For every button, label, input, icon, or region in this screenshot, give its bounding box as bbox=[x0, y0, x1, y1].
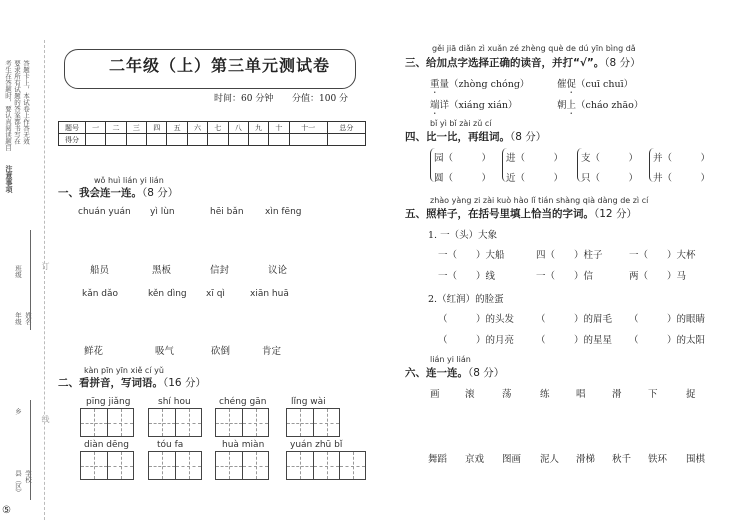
note-line-2: 要求所有试题的答案都书写在 bbox=[13, 60, 21, 145]
q2-word-pinyin: pīng jiǎng bbox=[86, 397, 131, 407]
q5-blank[interactable]: （ ）的星星 bbox=[536, 335, 613, 346]
q5-example: 1. 一（头）大象 bbox=[428, 230, 498, 241]
q6-verb[interactable]: 滚 bbox=[465, 389, 475, 400]
score-cell[interactable] bbox=[126, 134, 146, 146]
q1-title-text: 一、我会连一连。 bbox=[58, 187, 142, 199]
q6-verb[interactable]: 下 bbox=[648, 389, 658, 400]
score-cell[interactable] bbox=[248, 134, 268, 146]
county-label: 县（区） bbox=[14, 470, 22, 496]
score-table-header bbox=[59, 122, 366, 134]
q6-verb[interactable]: 荡 bbox=[502, 389, 512, 400]
writing-grid[interactable] bbox=[80, 451, 134, 480]
q5-title-text: 五、照样子，在括号里填上恰当的字词。 bbox=[405, 208, 594, 220]
dotted-char: 上 bbox=[566, 100, 577, 111]
score-cell[interactable] bbox=[167, 134, 187, 146]
q2-title-text: 二、看拼音，写词语。 bbox=[58, 377, 163, 389]
q1-pinyin-item[interactable]: yì lùn bbox=[150, 207, 175, 217]
q4-item[interactable]: 并（ ） bbox=[653, 153, 711, 164]
q5-blank[interactable]: 四（ ）柱子 bbox=[536, 250, 603, 261]
time-label: 时间：60 分钟 bbox=[214, 94, 274, 104]
info-underline-2 bbox=[30, 400, 31, 500]
q5-blank[interactable]: 一（ ）大船 bbox=[438, 250, 505, 261]
q5-blank[interactable]: 一（ ）信 bbox=[536, 271, 594, 282]
seal-xian: 线 bbox=[41, 415, 50, 423]
table-cell: 十 bbox=[269, 122, 289, 134]
score-cell[interactable] bbox=[289, 134, 327, 146]
q1-pinyin-item[interactable]: xiān huā bbox=[250, 289, 289, 299]
q2-score: （16 分） bbox=[163, 377, 206, 389]
table-cell: 十一 bbox=[289, 122, 327, 134]
q3-item[interactable] bbox=[430, 97, 517, 117]
q5-blank[interactable]: （ ）的头发 bbox=[438, 314, 515, 325]
q2-word-pinyin: diàn dēng bbox=[84, 440, 129, 450]
q6-noun[interactable]: 京戏 bbox=[465, 454, 485, 465]
q4-item[interactable]: 支（ ） bbox=[581, 153, 639, 164]
writing-grid[interactable] bbox=[148, 451, 202, 480]
q3-score: （8 分） bbox=[604, 57, 641, 69]
q6-verb[interactable]: 画 bbox=[430, 389, 440, 400]
q4-item[interactable]: 圆（ ） bbox=[434, 173, 492, 184]
score-cell[interactable] bbox=[228, 134, 248, 146]
q6-noun[interactable]: 围棋 bbox=[686, 454, 706, 465]
info-underline-1 bbox=[30, 230, 31, 330]
table-cell: 总分 bbox=[327, 122, 365, 134]
score-cell[interactable] bbox=[208, 134, 228, 146]
table-cell: 八 bbox=[228, 122, 248, 134]
q3-item-pre: 催 bbox=[557, 79, 567, 90]
q4-item[interactable]: 近（ ） bbox=[506, 173, 564, 184]
q3-item-text: 详（xiáng xián） bbox=[439, 100, 518, 111]
q6-title bbox=[405, 365, 504, 380]
q2-title bbox=[58, 375, 206, 390]
q2-word-pinyin: yuán zhū bǐ bbox=[290, 440, 343, 450]
q1-word[interactable]: 信封 bbox=[210, 265, 230, 276]
table-cell: 四 bbox=[147, 122, 167, 134]
q3-item[interactable] bbox=[430, 76, 529, 96]
table-cell: 三 bbox=[126, 122, 146, 134]
q2-word-pinyin: huà miàn bbox=[222, 440, 265, 450]
q3-item-text: （cuī chuī） bbox=[576, 79, 634, 90]
q4-item[interactable]: 只（ ） bbox=[581, 173, 639, 184]
q6-noun[interactable]: 图画 bbox=[502, 454, 522, 465]
seal-ding: 订 bbox=[41, 262, 50, 270]
q3-title-text: 三、给加点字选择正确的读音，并打“√”。 bbox=[405, 57, 605, 69]
q1-score: （8 分） bbox=[142, 187, 179, 199]
score-table-row bbox=[59, 134, 366, 146]
q4-title bbox=[405, 129, 546, 144]
q4-title-text: 四、比一比，再组词。 bbox=[405, 131, 510, 143]
q1-pinyin: wǒ huì lián yi lián bbox=[94, 176, 164, 185]
q5-blank[interactable]: 一（ ）线 bbox=[438, 271, 496, 282]
score-cell[interactable] bbox=[269, 134, 289, 146]
score-label: 分值：100 分 bbox=[292, 94, 349, 104]
score-cell[interactable] bbox=[327, 134, 365, 146]
table-cell: 五 bbox=[167, 122, 187, 134]
q1-word[interactable]: 鲜花 bbox=[84, 346, 104, 357]
q6-noun[interactable]: 滑梯 bbox=[576, 454, 596, 465]
q3-item-pre: 朝 bbox=[557, 100, 567, 111]
grade-label: 年级 bbox=[14, 312, 22, 325]
table-cell: 题号 bbox=[59, 122, 86, 134]
q3-title bbox=[405, 55, 641, 70]
school-label: 学校 bbox=[24, 470, 32, 483]
q1-pinyin-item[interactable]: kěn dìng bbox=[148, 289, 187, 299]
q6-noun[interactable]: 舞蹈 bbox=[428, 454, 448, 465]
q1-word[interactable]: 黑板 bbox=[152, 265, 172, 276]
table-cell: 九 bbox=[248, 122, 268, 134]
writing-grid[interactable] bbox=[148, 408, 202, 437]
q1-word[interactable]: 吸气 bbox=[155, 346, 175, 357]
notes-title: 注意事项 bbox=[5, 165, 13, 193]
q1-pinyin-item[interactable]: hēi bǎn bbox=[210, 207, 244, 217]
table-cell: 七 bbox=[208, 122, 228, 134]
q2-pinyin: kàn pīn yīn xiě cí yǔ bbox=[84, 366, 164, 375]
q4-score: （8 分） bbox=[510, 131, 547, 143]
q6-noun[interactable]: 铁环 bbox=[648, 454, 668, 465]
q5-blank[interactable]: （ ）的太阳 bbox=[629, 335, 706, 346]
q2-word-pinyin: shí hou bbox=[158, 397, 191, 407]
table-cell: 一 bbox=[86, 122, 106, 134]
q2-word-pinyin: tóu fa bbox=[157, 440, 184, 450]
q5-score: （12 分） bbox=[594, 208, 637, 220]
q3-pinyin: gěi jiā diǎn zì xuǎn zé zhèng què de dú yīn bìng dǎ bbox=[432, 44, 636, 53]
q1-word[interactable]: 肯定 bbox=[262, 346, 282, 357]
q6-score: （8 分） bbox=[468, 367, 505, 379]
q4-item[interactable]: 园（ ） bbox=[434, 153, 492, 164]
note-line-1: 考生在答题时，要认真阅读题目 bbox=[4, 60, 12, 151]
score-cell[interactable] bbox=[187, 134, 207, 146]
q2-word-pinyin: chéng gān bbox=[219, 397, 267, 407]
q6-pinyin: lián yi lián bbox=[430, 355, 471, 364]
writing-grid[interactable] bbox=[286, 451, 366, 480]
q2-word-pinyin: lǐng wài bbox=[291, 397, 326, 407]
q3-item-text: 量（zhòng chóng） bbox=[439, 79, 530, 90]
class-label: 班级 bbox=[14, 265, 22, 278]
q1-title bbox=[58, 185, 178, 200]
dotted-char: 重 bbox=[430, 79, 440, 90]
q1-pinyin-item[interactable]: chuán yuán bbox=[78, 207, 131, 217]
writing-grid[interactable] bbox=[215, 451, 269, 480]
table-cell: 得分 bbox=[59, 134, 86, 146]
township-label: 乡 bbox=[14, 408, 22, 415]
q1-pinyin-item[interactable]: xī qì bbox=[206, 289, 225, 299]
q6-verb[interactable]: 练 bbox=[540, 389, 550, 400]
q5-blank[interactable]: （ ）的月亮 bbox=[438, 335, 515, 346]
q5-blank[interactable]: 一（ ）大杯 bbox=[629, 250, 696, 261]
dotted-char: 端 bbox=[430, 100, 440, 111]
score-table bbox=[58, 121, 366, 146]
q6-title-text: 六、连一连。 bbox=[405, 367, 468, 379]
q6-noun[interactable]: 泥人 bbox=[540, 454, 560, 465]
q6-noun[interactable]: 秋千 bbox=[612, 454, 632, 465]
dotted-char: 促 bbox=[566, 79, 577, 90]
q4-item[interactable]: 井（ ） bbox=[653, 173, 711, 184]
page-title: 二年级（上）第三单元测试卷 bbox=[103, 53, 336, 76]
q5-title bbox=[405, 206, 637, 221]
q5-blank[interactable]: （ ）的眉毛 bbox=[536, 314, 613, 325]
score-cell[interactable] bbox=[106, 134, 126, 146]
name-label: 姓名 bbox=[24, 312, 32, 325]
q1-word[interactable]: 议论 bbox=[268, 265, 288, 276]
q3-item[interactable] bbox=[557, 76, 633, 96]
table-cell: 二 bbox=[106, 122, 126, 134]
q1-pinyin-item[interactable]: xìn fēng bbox=[265, 207, 302, 217]
note-line-3: 答题卡上，本试卷上作答无效 bbox=[22, 60, 30, 145]
q3-item-text: （cháo zhāo） bbox=[576, 100, 644, 111]
q3-item[interactable] bbox=[557, 97, 643, 117]
score-cell[interactable] bbox=[86, 134, 106, 146]
writing-grid[interactable] bbox=[286, 408, 340, 437]
q1-word[interactable]: 砍倒 bbox=[211, 346, 231, 357]
q4-pinyin: bǐ yì bǐ zài zǔ cí bbox=[430, 119, 492, 128]
q6-verb[interactable]: 滑 bbox=[612, 389, 622, 400]
q5-blank[interactable]: 两（ ）马 bbox=[629, 271, 687, 282]
q5-example: 2.（红润）的脸蛋 bbox=[428, 294, 504, 305]
q6-verb[interactable]: 捉 bbox=[686, 389, 696, 400]
table-cell: 六 bbox=[187, 122, 207, 134]
q1-word[interactable]: 船员 bbox=[90, 265, 110, 276]
q4-item[interactable]: 进（ ） bbox=[506, 153, 564, 164]
page-number: ⑤ bbox=[2, 505, 11, 516]
q5-blank[interactable]: （ ）的眼睛 bbox=[629, 314, 706, 325]
q1-pinyin-item[interactable]: kǎn dǎo bbox=[82, 289, 119, 299]
writing-grid[interactable] bbox=[215, 408, 269, 437]
binding-line bbox=[44, 40, 45, 520]
q5-pinyin: zhào yàng zi zài kuò hào lǐ tián shàng qià dàng de zì cí bbox=[430, 196, 649, 205]
q6-verb[interactable]: 唱 bbox=[576, 389, 586, 400]
score-cell[interactable] bbox=[147, 134, 167, 146]
writing-grid[interactable] bbox=[80, 408, 134, 437]
